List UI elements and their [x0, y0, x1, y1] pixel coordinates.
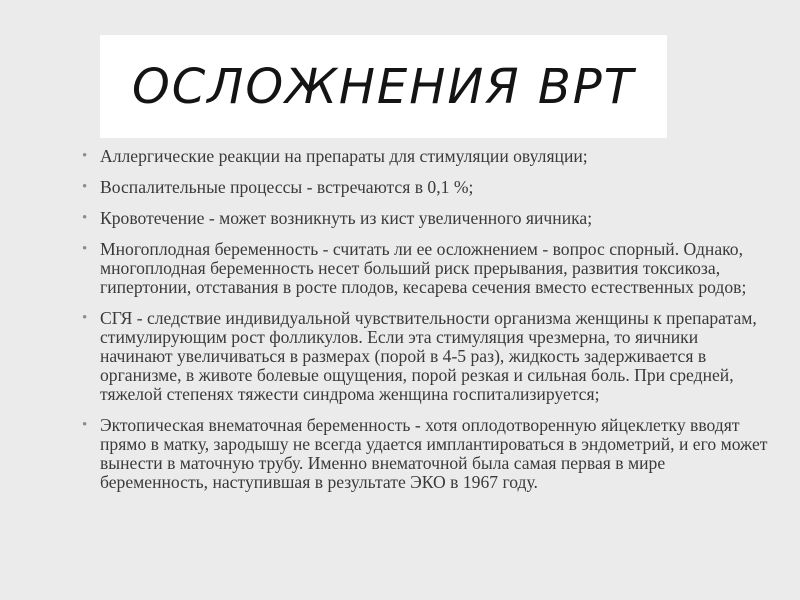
- bullet-text: Эктопическая внематочная беременность - хотя оплодотворенную яйцеклетку вводят прямо в матку, зародышу не всегда удается имплантироваться в эндометрий, и его может вынести в маточную трубу. Именно внематочной была самая первая в мире беременность, наступившая в результате ЭКО в 1967 году.: [100, 415, 768, 492]
- bullet-text: Кровотечение - может возникнуть из кист увеличенного яичника;: [100, 208, 593, 228]
- bullet-item: [82, 416, 772, 492]
- bullet-item: [82, 209, 772, 228]
- bullet-icon: •: [82, 148, 88, 164]
- bullet-item: [82, 309, 772, 404]
- bullet-text: Многоплодная беременность - считать ли ее осложнением - вопрос спорный. Однако, многоплодная беременность несет больший риск прерывания, развития токсикоза, гипертонии, отставания в росте плодов, кесарева сечения вместо естественных родов;: [100, 239, 747, 297]
- bullet-list: [82, 147, 772, 504]
- bullet-icon: •: [82, 310, 88, 326]
- title-box: [100, 35, 667, 138]
- bullet-item: [82, 240, 772, 297]
- bullet-icon: •: [82, 417, 88, 433]
- bullet-icon: •: [82, 241, 88, 257]
- bullet-item: [82, 147, 772, 166]
- bullet-text: СГЯ - следствие индивидуальной чувствительности организма женщины к препаратам, стимулирующим рост фолликулов. Если эта стимуляция чрезмерна, то яичники начинают увеличиваться в размерах (порой в 4-5 раз), жидкость задерживается в организме, в животе болевые ощущения, порой резкая и сильная боль. При средней, тяжелой степенях тяжести синдрома женщина госпитализируется;: [100, 308, 757, 404]
- bullet-text: Воспалительные процессы - встречаются в 0,1 %;: [100, 177, 474, 197]
- slide-title: ОСЛОЖНЕНИЯ ВРТ: [131, 59, 636, 115]
- bullet-text: Аллергические реакции на препараты для стимуляции овуляции;: [100, 146, 588, 166]
- bullet-icon: •: [82, 210, 88, 226]
- bullet-item: [82, 178, 772, 197]
- bullet-icon: •: [82, 179, 88, 195]
